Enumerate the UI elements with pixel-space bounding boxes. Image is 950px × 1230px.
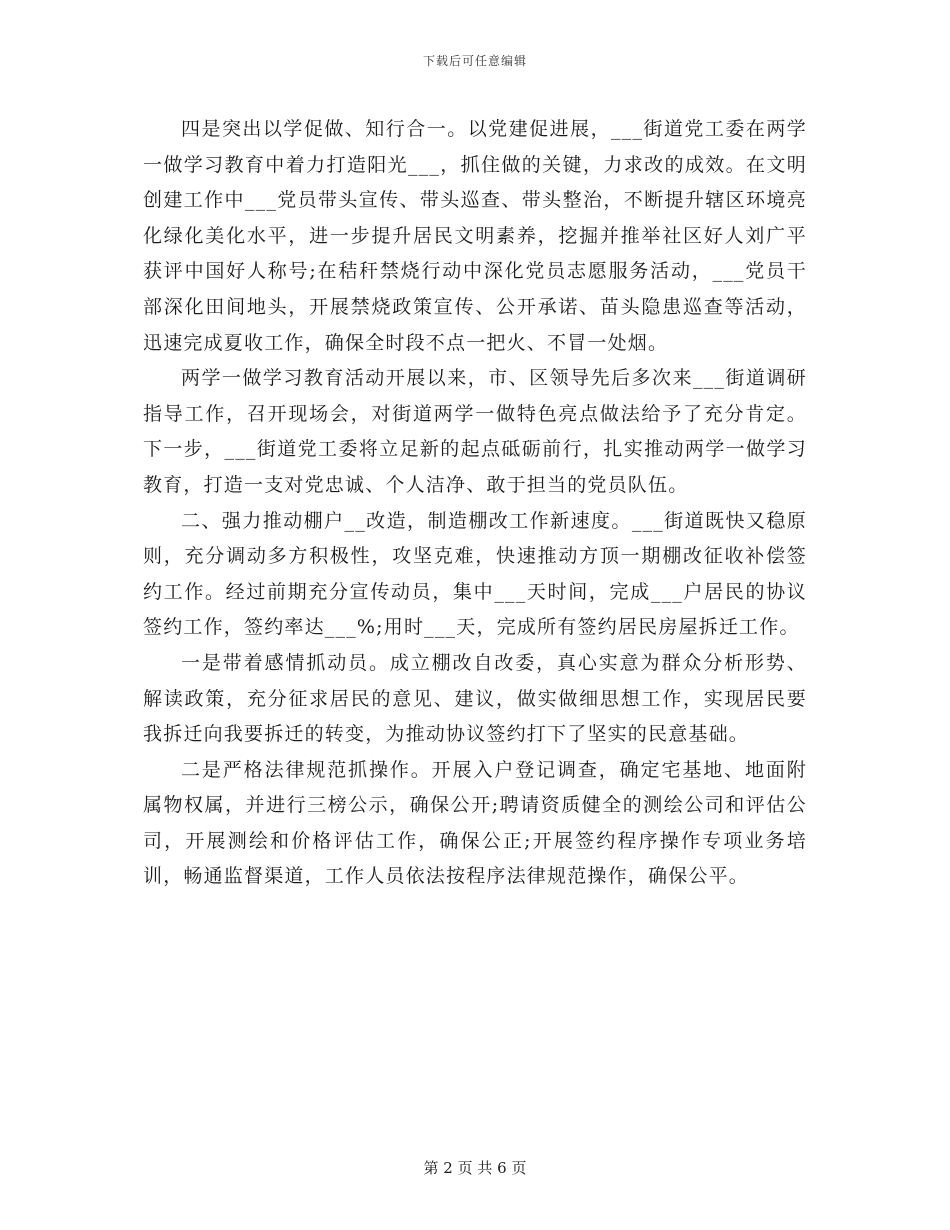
document-body bbox=[143, 112, 807, 895]
paragraph-5: 二是严格法律规范抓操作。开展入户登记调查，确定宅基地、地面附属物权属，并进行三榜公示，确保公开;聘请资质健全的测绘公司和评估公司，开展测绘和价格评估工作，确保公正;开展签约程序操作专项业务培训，畅通监督渠道，工作人员依法按程序法律规范操作，确保公平。 bbox=[143, 758, 807, 888]
paragraph-4: 一是带着感情抓动员。成立棚改自改委，真心实意为群众分析形势、解读政策，充分征求居民的意见、建议，做实做细思想工作，实现居民要我拆迁向我要拆迁的转变，为推动协议签约打下了坚实的民意基础。 bbox=[143, 651, 807, 746]
page-footer: 第 2 页 共 6 页 bbox=[423, 1159, 527, 1177]
paragraph-3: 二、强力推动棚户__改造，制造棚改工作新速度。___街道既快又稳原则，充分调动多方积极性，攻坚克难，快速推动方顶一期棚改征收补偿签约工作。经过前期充分宣传动员，集中___天时间，完成___户居民的协议签约工作，签约率达___%;用时___天，完成所有签约居民房屋拆迁工作。 bbox=[143, 509, 807, 639]
paragraph-1: 四是突出以学促做、知行合一。以党建促进展，___街道党工委在两学一做学习教育中着力打造阳光___，抓住做的关键，力求改的成效。在文明创建工作中___党员带头宣传、带头巡查、带头整治，不断提升辖区环境亮化绿化美化水平，进一步提升居民文明素养，挖掘并推举社区好人刘广平获评中国好人称号;在秸秆禁烧行动中深化党员志愿服务活动，___党员干部深化田间地头，开展禁烧政策宣传、公开承诺、苗头隐患巡查等活动，迅速完成夏收工作，确保全时段不点一把火、不冒一处烟。 bbox=[143, 118, 807, 354]
paragraph-2: 两学一做学习教育活动开展以来，市、区领导先后多次来___街道调研指导工作，召开现场会，对街道两学一做特色亮点做法给予了充分肯定。下一步，___街道党工委将立足新的起点砥砺前行，扎实推动两学一做学习教育，打造一支对党忠诚、个人洁净、敢于担当的党员队伍。 bbox=[143, 367, 807, 496]
page-header: 下载后可任意编辑 bbox=[422, 54, 527, 68]
